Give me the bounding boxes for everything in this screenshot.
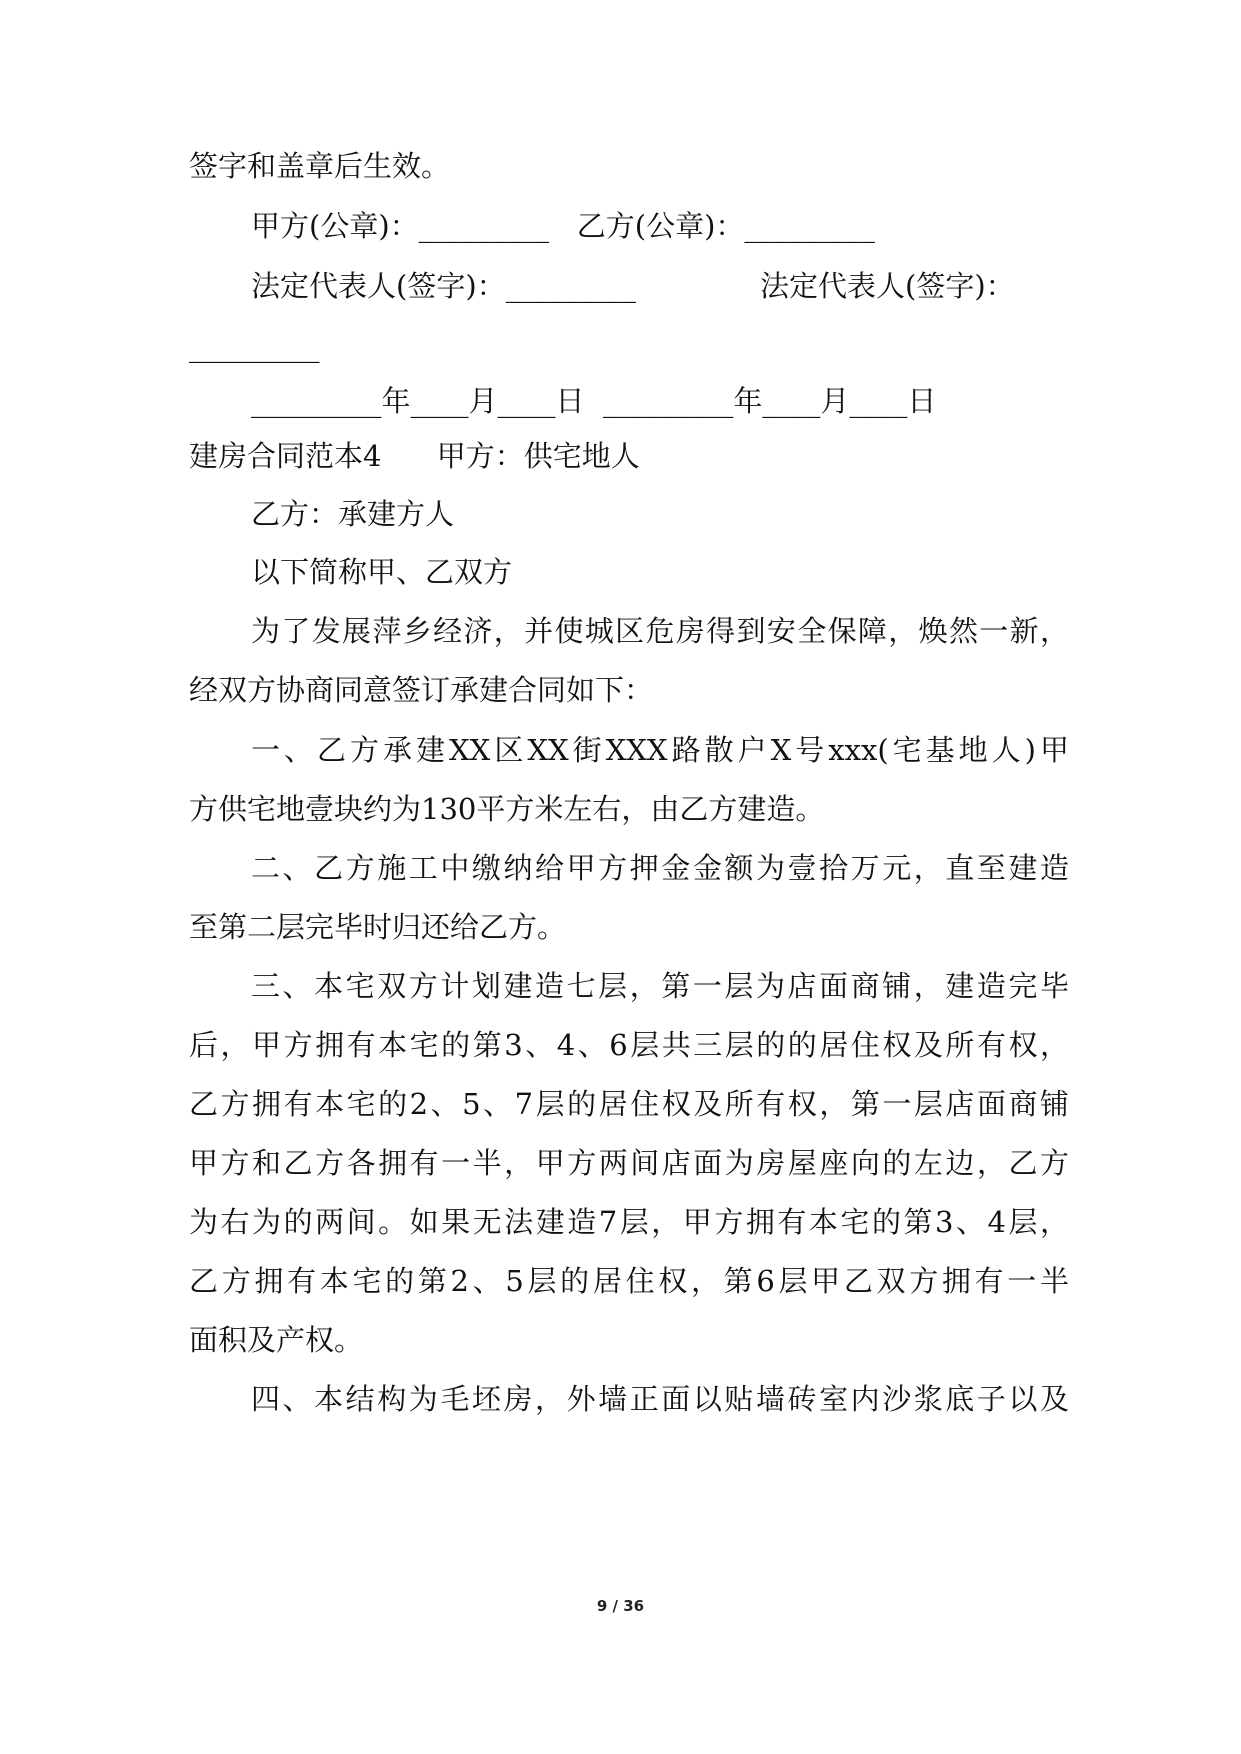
text-line: 乙方拥有本宅的第2、5层的居住权，第6层甲乙双方拥有一半 — [189, 1264, 1069, 1298]
text-line: 一、乙方承建XX区XX街XXX路散户X号xxx(宅基地人)甲 — [251, 733, 1069, 767]
text-line: 为了发展萍乡经济，并使城区危房得到安全保障，焕然一新， — [251, 614, 1069, 648]
text-line: 方供宅地壹块约为130平方米左右，由乙方建造。 — [189, 792, 825, 826]
signature-blank: _________ — [189, 329, 320, 363]
signature-representative-a: 法定代表人(签字)：_________ — [251, 269, 637, 303]
page-number: 9 / 36 — [596, 1597, 645, 1615]
text-line: 以下简称甲、乙双方 — [251, 555, 513, 589]
text-line: 后，甲方拥有本宅的第3、4、6层共三层的的居住权及所有权， — [189, 1028, 1069, 1062]
signature-seal-line: 甲方(公章)：_________ 乙方(公章)：_________ — [251, 209, 875, 243]
text-line: 为右为的两间。如果无法建造7层，甲方拥有本宅的第3、4层， — [189, 1205, 1069, 1239]
text-line: 经双方协商同意签订承建合同如下： — [189, 673, 654, 707]
text-line: 四、本结构为毛坯房，外墙正面以贴墙砖室内沙浆底子以及 — [251, 1382, 1069, 1416]
text-line: 乙方拥有本宅的2、5、7层的居住权及所有权，第一层店面商铺 — [189, 1087, 1069, 1121]
text-line: 二、乙方施工中缴纳给甲方押金金额为壹拾万元，直至建造 — [251, 851, 1069, 885]
text-line: 至第二层完毕时归还给乙方。 — [189, 910, 567, 944]
text-line: 甲方和乙方各拥有一半，甲方两间店面为房屋座向的左边，乙方 — [189, 1146, 1069, 1180]
contract-heading: 建房合同范本4 甲方：供宅地人 — [189, 439, 640, 473]
signature-representative-b: 法定代表人(签字)： — [760, 269, 1015, 303]
date-line: _________年____月____日 _________年____月____日 — [251, 384, 937, 418]
text-line: 面积及产权。 — [189, 1323, 364, 1357]
text-line: 签字和盖章后生效。 — [189, 149, 451, 183]
text-line: 三、本宅双方计划建造七层，第一层为店面商铺，建造完毕 — [251, 969, 1069, 1003]
party-b: 乙方：承建方人 — [251, 497, 455, 531]
